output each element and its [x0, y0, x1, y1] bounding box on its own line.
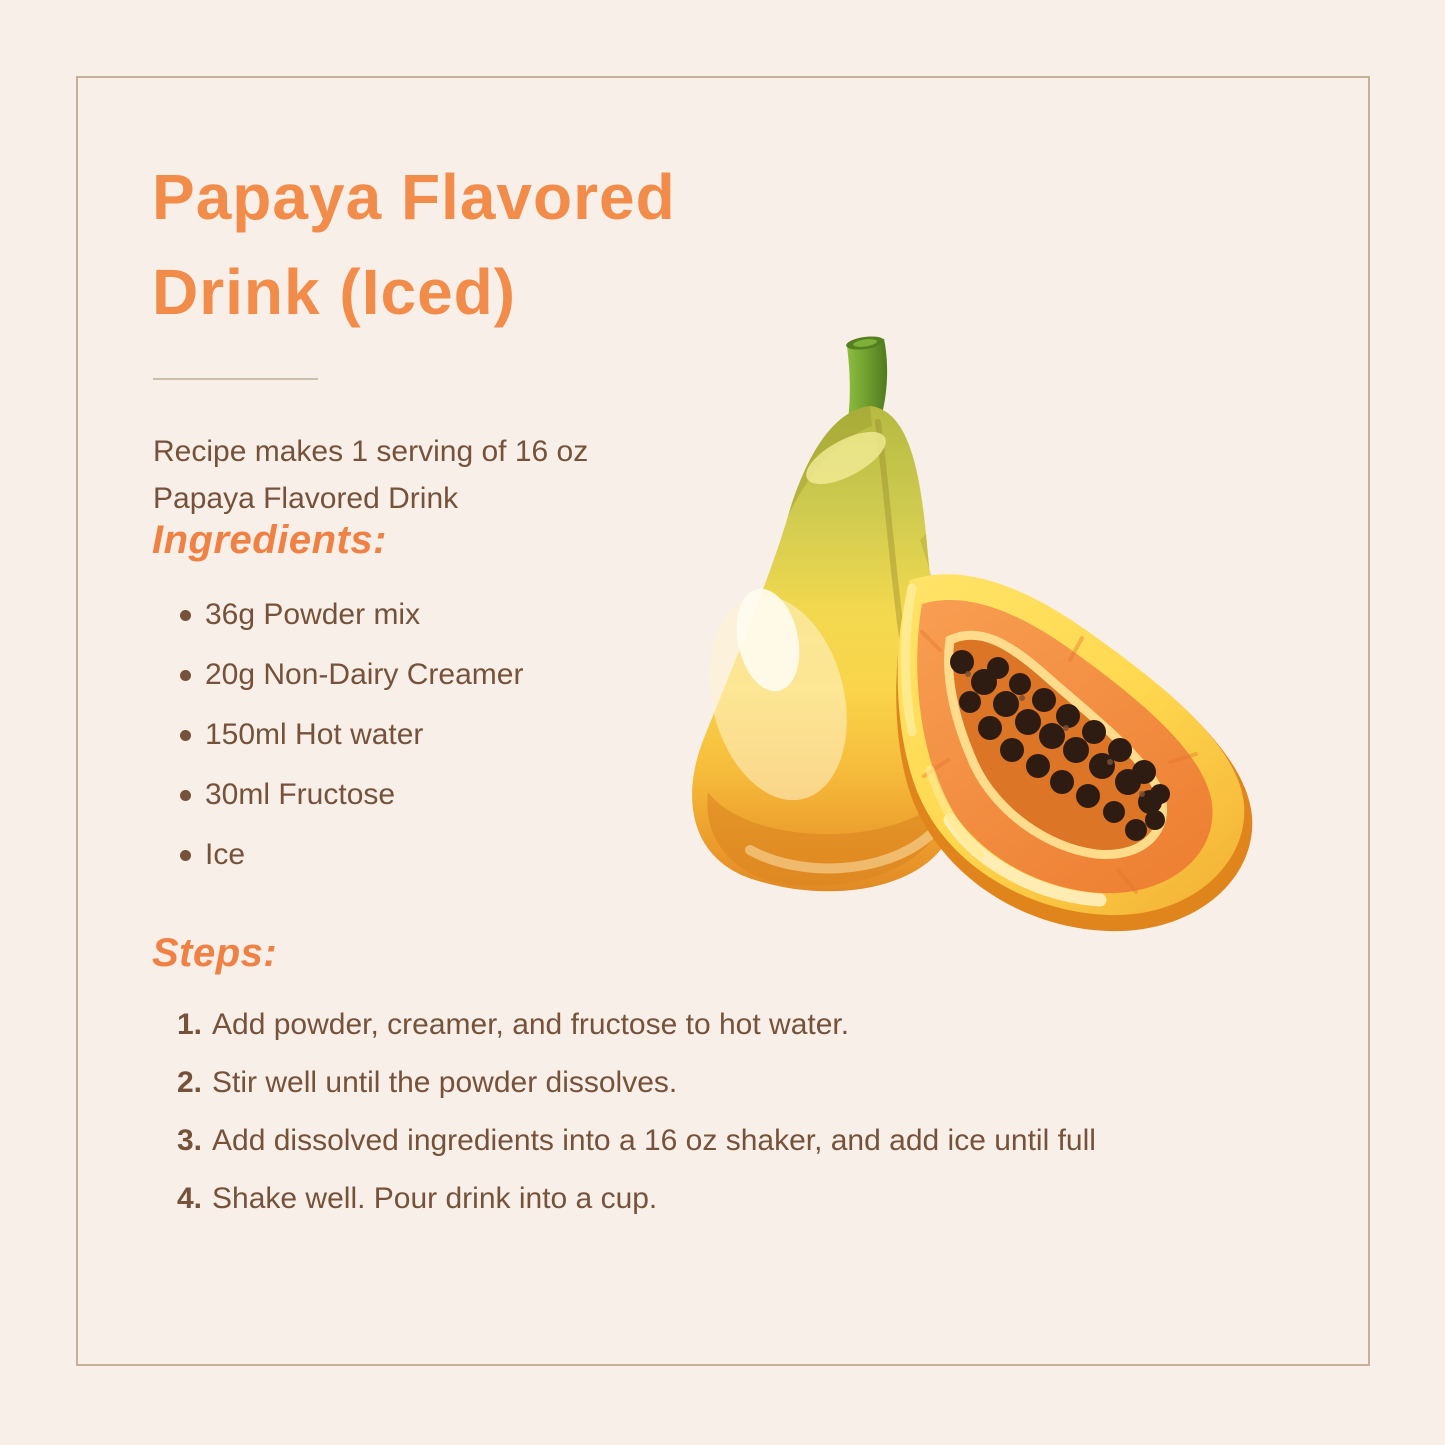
step-number: 3.	[177, 1124, 203, 1157]
papaya-illustration	[650, 330, 1270, 950]
step-item	[152, 1112, 1332, 1170]
ingredients-heading: Ingredients:	[152, 518, 387, 562]
step-item	[152, 1054, 1332, 1112]
step-item	[152, 996, 1332, 1054]
steps-heading: Steps:	[152, 931, 278, 975]
half-papaya	[896, 574, 1252, 931]
ingredient-text: 36g Powder mix	[205, 598, 421, 631]
bullet-dot-icon	[180, 670, 191, 681]
bullet-dot-icon	[180, 790, 191, 801]
title-divider	[153, 378, 318, 380]
ingredient-text: 30ml Fructose	[205, 778, 396, 811]
steps-list	[152, 996, 1332, 1228]
ingredient-item	[152, 765, 523, 825]
ingredient-text: Ice	[205, 838, 246, 871]
ingredient-item	[152, 645, 523, 705]
ingredients-list	[152, 585, 523, 885]
page-title-line-1: Papaya Flavored	[152, 161, 676, 233]
page-title	[152, 150, 676, 340]
ingredient-item	[152, 825, 523, 885]
ingredient-item	[152, 585, 523, 645]
step-number: 4.	[177, 1182, 203, 1215]
step-number: 2.	[177, 1066, 203, 1099]
bullet-dot-icon	[180, 850, 191, 861]
serving-note: Recipe makes 1 serving of 16 oz Papaya Flavored Drink	[153, 435, 589, 515]
step-text: Stir well until the powder dissolves.	[212, 1066, 678, 1099]
page-title-line-2: Drink (Iced)	[152, 256, 517, 328]
ingredient-item	[152, 705, 523, 765]
ingredient-text: 150ml Hot water	[205, 718, 424, 751]
step-text: Add powder, creamer, and fructose to hot water.	[212, 1008, 850, 1041]
step-item	[152, 1170, 1332, 1228]
bullet-dot-icon	[180, 730, 191, 741]
step-number: 1.	[177, 1008, 203, 1041]
bullet-dot-icon	[180, 610, 191, 621]
ingredient-text: 20g Non-Dairy Creamer	[205, 658, 524, 691]
step-text: Shake well. Pour drink into a cup.	[212, 1182, 658, 1215]
step-text: Add dissolved ingredients into a 16 oz shaker, and add ice until full	[212, 1124, 1096, 1157]
